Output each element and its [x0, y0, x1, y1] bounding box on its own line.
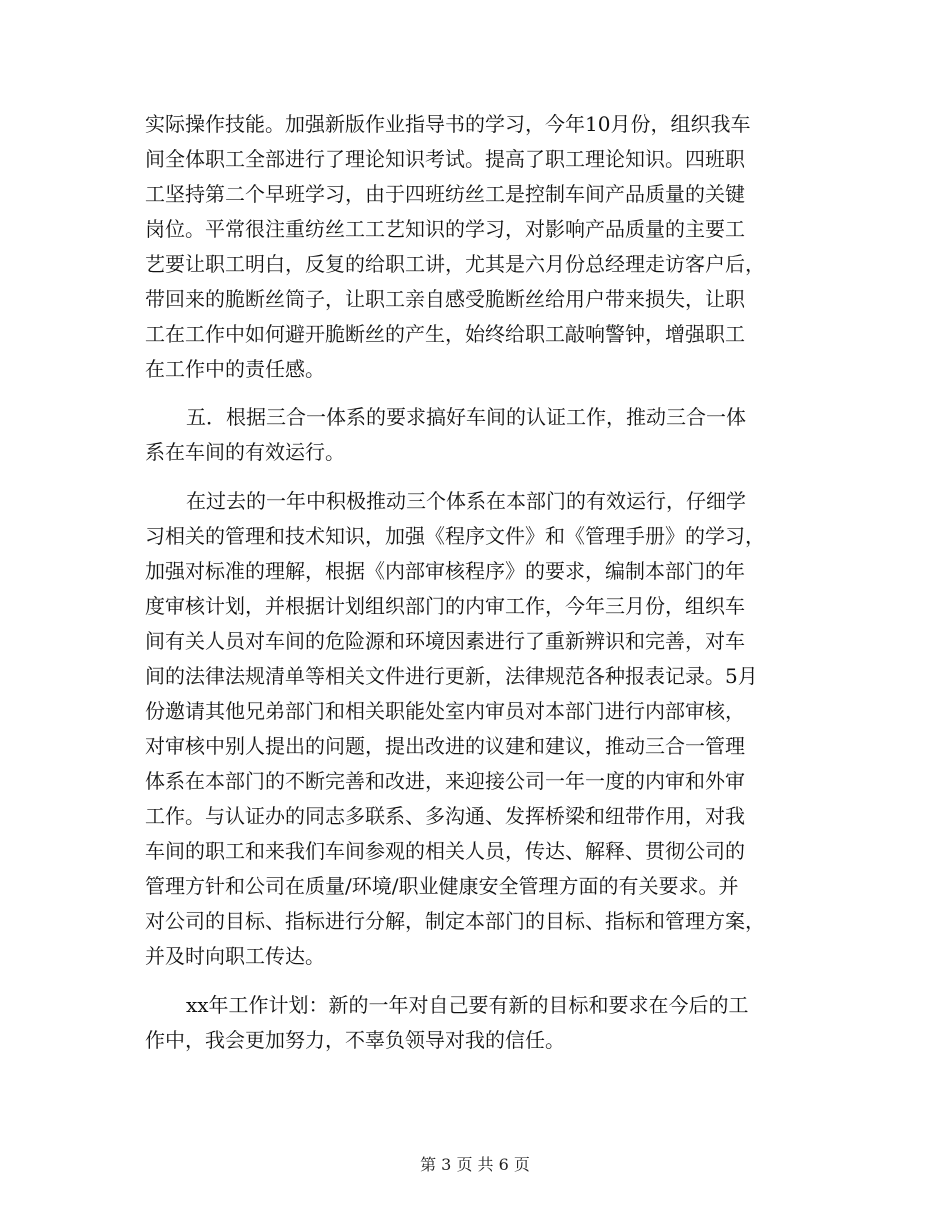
section-heading-line: 系在车间的有效运行。: [145, 440, 345, 464]
paragraph-line: 管理方针和公司在质量/环境/职业健康安全管理方面的有关要求。并: [145, 874, 739, 898]
paragraph-line: 带回来的脆断丝筒子，让职工亲自感受脆断丝给用户带来损失，让职: [145, 287, 745, 311]
paragraph-line: 对审核中别人提出的问题，提出改进的议建和建议，推动三合一管理: [145, 734, 745, 758]
paragraph-line: 习相关的管理和技术知识，加强《程序文件》和《管理手册》的学习，: [145, 524, 765, 548]
paragraph-line: 间有关人员对车间的危险源和环境因素进行了重新辨识和完善，对车: [145, 629, 745, 653]
paragraph-line: 车间的职工和来我们车间参观的相关人员，传达、解释、贯彻公司的: [145, 839, 745, 863]
paragraph-line: 并及时向职工传达。: [145, 944, 325, 968]
paragraph-line: 间全体职工全部进行了理论知识考试。提高了职工理论知识。四班职: [145, 147, 745, 171]
paragraph-line: 加强对标准的理解，根据《内部审核程序》的要求，编制本部门的年: [145, 559, 745, 583]
paragraph-line: 度审核计划，并根据计划组织部门的内审工作，今年三月份，组织车: [145, 594, 745, 618]
section-heading-line: 五．根据三合一体系的要求搞好车间的认证工作，推动三合一体: [186, 405, 746, 429]
paragraph-line: 工坚持第二个早班学习，由于四班纺丝工是控制车间产品质量的关键: [145, 182, 745, 206]
paragraph-line: xx年工作计划：新的一年对自己要有新的目标和要求在今后的工: [186, 993, 749, 1017]
paragraph-line: 份邀请其他兄弟部门和相关职能处室内审员对本部门进行内部审核，: [145, 699, 745, 723]
paragraph-line: 岗位。平常很注重纺丝工工艺知识的学习，对影响产品质量的主要工: [145, 217, 745, 241]
paragraph-line: 作中，我会更加努力，不辜负领导对我的信任。: [145, 1028, 565, 1052]
paragraph-line: 间的法律法规清单等相关文件进行更新，法律规范各种报表记录。5月: [145, 664, 758, 688]
paragraph-line: 在过去的一年中积极推动三个体系在本部门的有效运行，仔细学: [186, 489, 746, 513]
paragraph-line: 在工作中的责任感。: [145, 357, 325, 381]
paragraph-line: 艺要让职工明白，反复的给职工讲，尤其是六月份总经理走访客户后，: [145, 252, 765, 276]
paragraph-line: 对公司的目标、指标进行分解，制定本部门的目标、指标和管理方案，: [145, 909, 765, 933]
paragraph-line: 实际操作技能。加强新版作业指导书的学习，今年10月份，组织我车: [145, 112, 751, 136]
page-number-footer: 第 3 页 共 6 页: [420, 1155, 530, 1174]
paragraph-line: 工在工作中如何避开脆断丝的产生，始终给职工敲响警钟，增强职工: [145, 322, 745, 346]
paragraph-line: 工作。与认证办的同志多联系、多沟通、发挥桥梁和纽带作用，对我: [145, 804, 745, 828]
paragraph-line: 体系在本部门的不断完善和改进，来迎接公司一年一度的内审和外审: [145, 769, 745, 793]
